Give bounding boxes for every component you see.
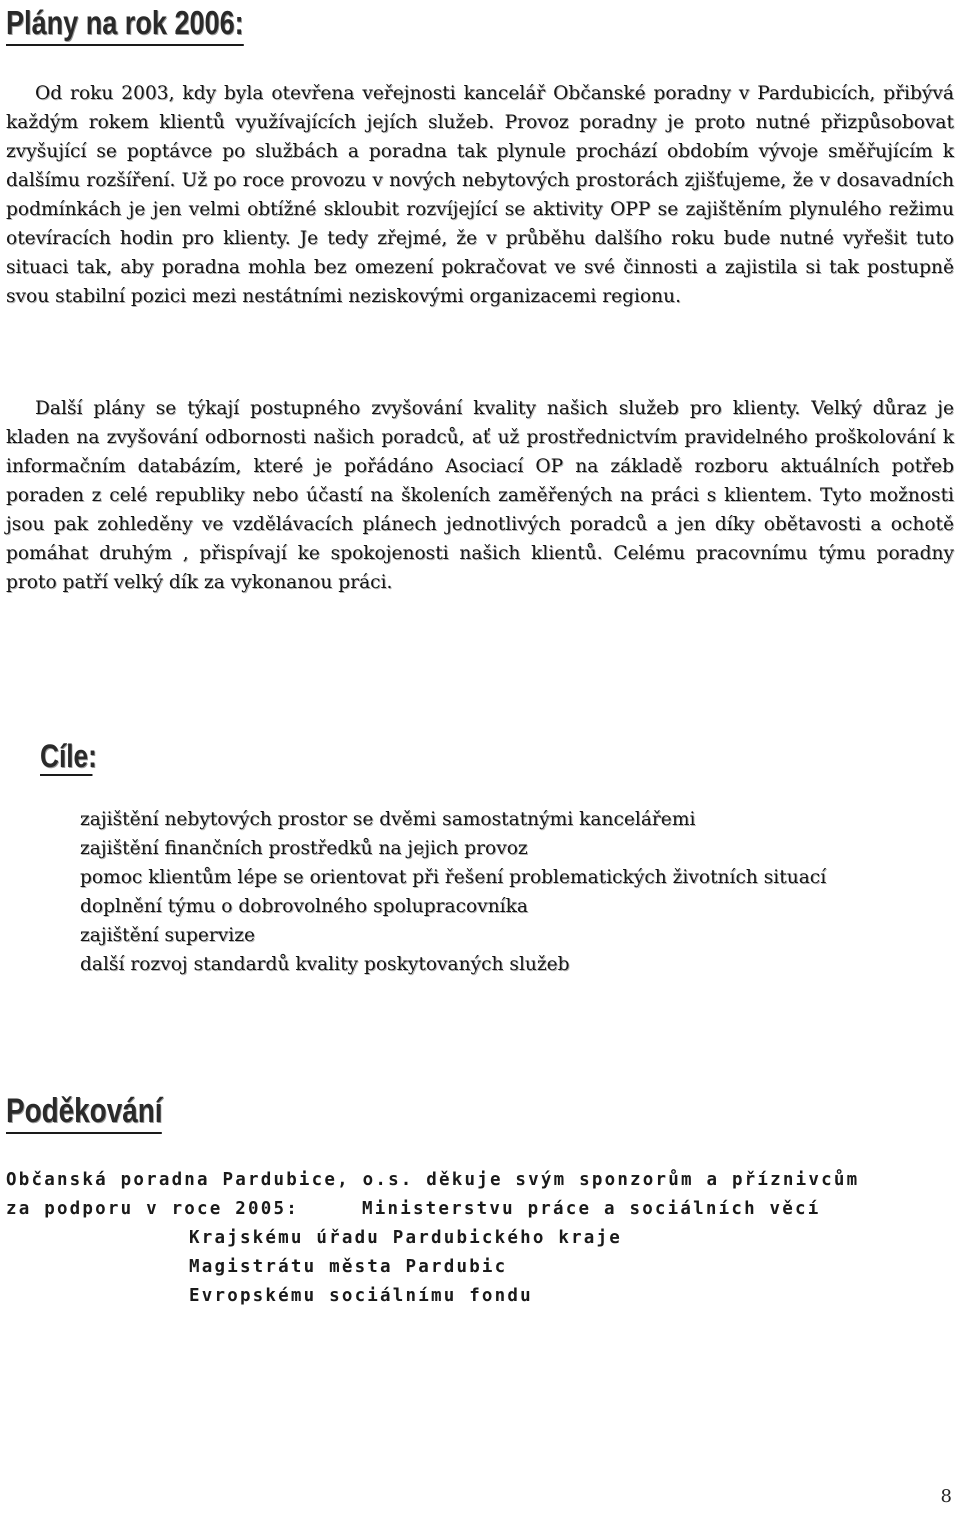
goals-list: [80, 805, 956, 979]
heading-underline: [40, 774, 92, 776]
heading-text: Cíle:: [40, 738, 97, 774]
sponsor-recipient: Ministerstvu práce a sociálních věcí: [362, 1199, 821, 1219]
goal-item: doplnění týmu o dobrovolného spolupracovníka: [80, 896, 528, 917]
goal-item: zajištění nebytových prostor se dvěmi samostatnými kancelářemi: [80, 809, 696, 830]
plans-paragraph-1: Od roku 2003, kdy byla otevřena veřejnosti kancelář Občanské poradny v Pardubicích, přibývá každým rokem klientů využívajících jejích služeb. Provoz poradny je proto nutné přizpůsobovat zvyšující se poptávce po službách a poradna tak plynule prochází obdobím vývoje směřujícím k dalšímu rozšíření. Už po roce provozu v nových nebytových prostorách zjišťujeme, že v dosavadních podmínkách je jen velmi obtížné skloubit rozvíjející se aktivity OPP se zajištěním plynulého režimu otevíracích hodin pro klienty. Je tedy zřejmé, že v průběhu dalšího roku bude nutné vyřešit tuto situaci tak, aby poradna mohla bez omezení pokračovat ve své činnosti a zajistila si tak postupně svou stabilní pozici mezi nestátními neziskovými organizacemi regionu.: [6, 83, 954, 307]
sponsor-recipient: Magistrátu města Pardubic: [189, 1257, 508, 1277]
goal-item: další rozvoj standardů kvality poskytovaných služeb: [80, 954, 570, 975]
section-heading-thanks: [6, 1094, 162, 1128]
thanks-line: Občanská poradna Pardubice, o.s. děkuje svým sponzorům a příznivcům: [6, 1170, 860, 1190]
section-heading-plans: [6, 6, 244, 39]
goal-item: pomoc klientům lépe se orientovat při řešení problematických životních situací: [80, 867, 827, 888]
page-number: 8: [940, 1486, 952, 1507]
thanks-prefix: za podporu v roce 2005:: [6, 1199, 299, 1219]
sponsor-recipient: Krajskému úřadu Pardubického kraje: [189, 1228, 623, 1248]
heading-text: Plány na rok 2006:: [6, 4, 244, 41]
heading-underline: [6, 44, 244, 46]
heading-text: Poděkování: [6, 1092, 163, 1130]
section-heading-goals: [40, 740, 97, 772]
sponsor-recipient: Evropskému sociálnímu fondu: [189, 1286, 533, 1306]
goal-item: zajištění supervize: [80, 925, 256, 946]
thanks-line-with-first-recipient: [6, 1195, 821, 1224]
goal-item: zajištění finančních prostředků na jejich provoz: [80, 838, 528, 859]
plans-paragraph-2: Další plány se týkají postupného zvyšování kvality našich služeb pro klienty. Velký důraz je kladen na zvyšování odbornosti našich poradců, ať už prostřednictvím pravidelného proškolování k informačním databázím, které je pořádáno Asociací OP na základě rozboru aktuálních potřeb poraden z celé republiky nebo účastí na školeních zaměřených na práci s klientem. Tyto možnosti jsou pak zohleděny ve vzdělávacích plánech jednotlivých poradců a jen díky obětavosti a ochotě pomáhat druhým , přispívají ke spokojenosti našich klientů. Celému pracovnímu týmu poradny proto patří velký dík za vykonanou práci.: [6, 398, 954, 593]
heading-underline: [6, 1132, 162, 1134]
